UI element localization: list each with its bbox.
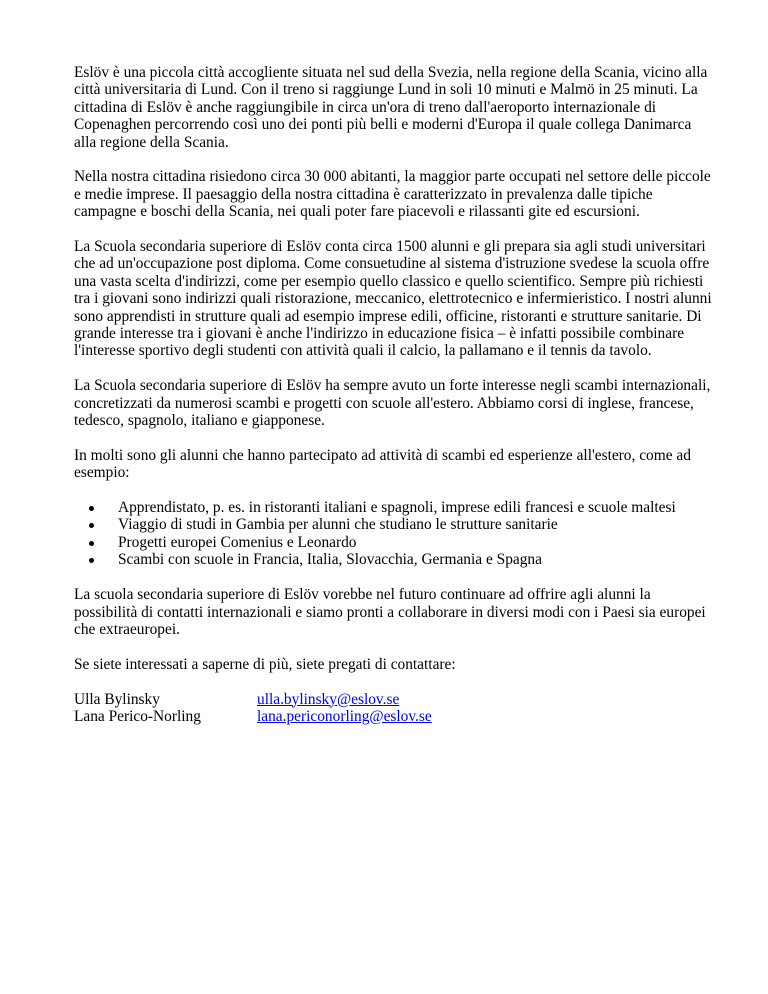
contact-list <box>74 691 714 726</box>
list-item-text: Apprendistato, p. es. in ristoranti italiani e spagnoli, imprese edili francesi e scuole maltesi <box>118 499 676 517</box>
exchange-list <box>74 499 714 569</box>
list-item <box>74 534 714 551</box>
paragraph-exchanges-intro: In molti sono gli alunni che hanno partecipato ad attività di scambi ed esperienze all'estero, come ad esempio: <box>74 446 691 482</box>
contact-email-link[interactable]: lana.periconorling@eslov.se <box>257 707 432 725</box>
paragraph-future: La scuola secondaria superiore di Eslöv vorebbe nel futuro continuare ad offrire agli alunni la possibilità di contatti internazionali e siamo pronti a collaborare in diversi modi con i Paesi sia europei che extraeuropei. <box>74 586 706 638</box>
bullet-icon <box>89 523 94 528</box>
paragraph-contact-prompt: Se siete interessati a saperne di più, siete pregati di contattare: <box>74 655 456 673</box>
paragraph-international: La Scuola secondaria superiore di Eslöv ha sempre avuto un forte interesse negli scambi internazionali, concretizzati da numerosi scambi e progetti con scuole all'estero. Abbiamo corsi di inglese, francese, tedesco, spagnolo, italiano e giapponese. <box>74 377 711 430</box>
list-item-text: Viaggio di studi in Gambia per alunni che studiano le strutture sanitarie <box>118 516 558 534</box>
list-item-text: Scambi con scuole in Francia, Italia, Slovacchia, Germania e Spagna <box>118 551 542 569</box>
contact-row <box>74 708 714 725</box>
list-item <box>74 551 714 568</box>
bullet-icon <box>89 541 94 546</box>
paragraph-school: La Scuola secondaria superiore di Eslöv conta circa 1500 alunni e gli prepara sia agli studi universitari che ad un'occupazione post diploma. Come consuetudine al sistema d'istruzione svedese la scuola offre una vasta scelta d'indirizzi, come per esempio quello classico e quello scientifico. Sempre più richiesti tra i giovani sono indirizzi quali ristorazione, meccanico, elettrotecnico e infermieristico. I nostri alunni sono apprendisti in strutture quali ad esempio imprese edili, officine, ristoranti e strutture sanitarie. Di grande interesse tra i giovani è anche l'indirizzo in educazione fisica – è infatti possibile combinare l'interesse sportivo degli studenti con attività quali il calcio, la pallamano e il tennis da tavolo. <box>74 238 712 360</box>
contact-name: Ulla Bylinsky <box>74 690 160 708</box>
contact-email-link[interactable]: ulla.bylinsky@eslov.se <box>257 690 400 708</box>
document-page <box>74 64 714 725</box>
paragraph-population: Nella nostra cittadina risiedono circa 30 000 abitanti, la maggior parte occupati nel settore delle piccole e medie imprese. Il paesaggio della nostra cittadina è caratterizzato in prevalenza dalle tipiche campagne e boschi della Scania, nei quali poter fare piacevoli e rilassanti gite ed escursioni. <box>74 168 711 221</box>
list-item <box>74 516 714 533</box>
contact-row <box>74 691 714 708</box>
bullet-icon <box>89 558 94 563</box>
list-item <box>74 499 714 516</box>
list-item-text: Progetti europei Comenius e Leonardo <box>118 533 357 551</box>
paragraph-intro: Eslöv è una piccola città accogliente situata nel sud della Svezia, nella regione della Scania, vicino alla città universitaria di Lund. Con il treno si raggiunge Lund in soli 10 minuti e Malmö in 25 minuti. La cittadina di Eslöv è anche raggiungibile in circa un'ora di treno dall'aeroporto internazionale di Copenaghen percorrendo così uno dei ponti più belli e moderni d'Europa il quale collega Danimarca alla regione della Scania. <box>74 64 708 151</box>
contact-name: Lana Perico-Norling <box>74 707 201 725</box>
bullet-icon <box>89 506 94 511</box>
